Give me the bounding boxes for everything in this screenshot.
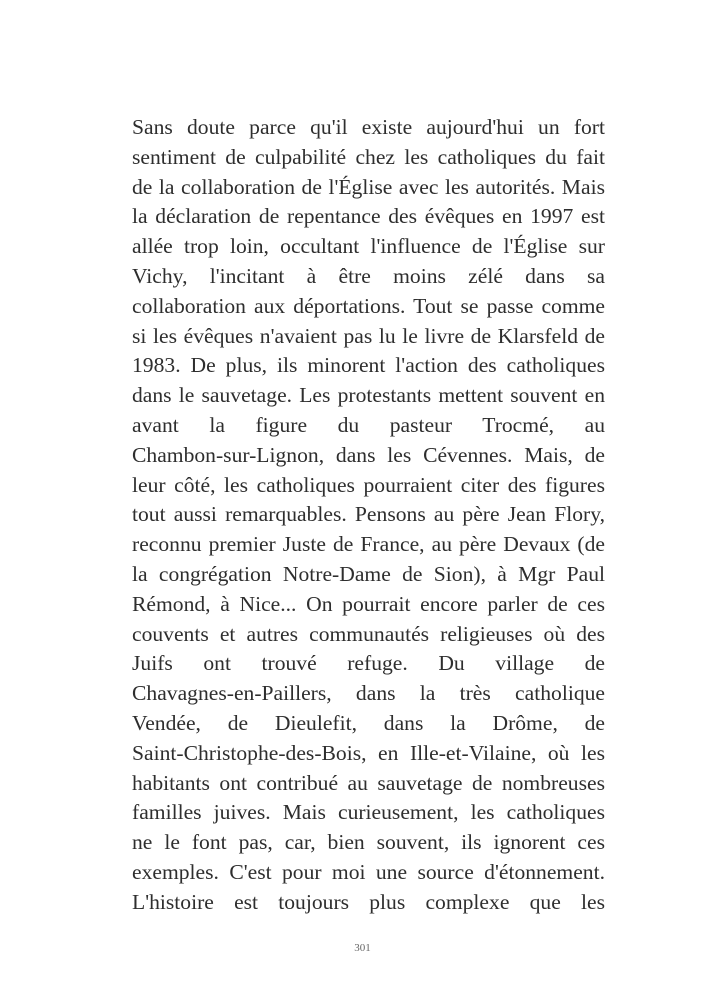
text-line: ne le font pas, car, bien souvent, ils ignorent ces	[132, 830, 605, 855]
text-line: exemples. C'est pour moi une source d'étonnement.	[132, 859, 605, 884]
text-line: allée trop loin, occultant l'influence de l'Église sur	[132, 234, 605, 259]
text-line: reconnu premier Juste de France, au père Devaux (de	[132, 532, 605, 557]
text-line: Rémond, à Nice... On pourrait encore parler de ces	[132, 591, 605, 616]
text-line: Juifs ont trouvé refuge. Du village de	[132, 651, 605, 676]
text-line: familles juives. Mais curieusement, les catholiques	[132, 800, 605, 825]
text-line: couvents et autres communautés religieuses où des	[132, 621, 605, 646]
text-line: Chambon-sur-Lignon, dans les Cévennes. Mais, de	[132, 442, 605, 467]
text-line: si les évêques n'avaient pas lu le livre de Klarsfeld de	[132, 323, 605, 348]
text-line: habitants ont contribué au sauvetage de nombreuses	[132, 770, 605, 795]
text-line: Chavagnes-en-Paillers, dans la très catholique	[132, 681, 605, 706]
text-line: la congrégation Notre-Dame de Sion), à Mgr Paul	[132, 561, 605, 586]
text-line: 1983. De plus, ils minorent l'action des catholiques	[132, 353, 605, 378]
text-line: collaboration aux déportations. Tout se passe comme	[132, 293, 605, 318]
page-number: 301	[354, 942, 371, 954]
body-text	[132, 113, 605, 918]
text-line: L'histoire est toujours plus complexe que les	[132, 889, 605, 914]
text-line: leur côté, les catholiques pourraient citer des figures	[132, 472, 605, 497]
text-line: Saint-Christophe-des-Bois, en Ille-et-Vilaine, où les	[132, 740, 605, 765]
text-line: dans le sauvetage. Les protestants mettent souvent en	[132, 383, 605, 408]
text-line: Sans doute parce qu'il existe aujourd'hui un fort	[132, 115, 605, 139]
text-line: tout aussi remarquables. Pensons au père Jean Flory,	[132, 502, 605, 527]
text-line: Vendée, de Dieulefit, dans la Drôme, de	[132, 710, 605, 735]
text-line: Vichy, l'incitant à être moins zélé dans sa	[132, 263, 605, 288]
text-line: la déclaration de repentance des évêques en 1997 est	[132, 204, 605, 229]
text-line: avant la figure du pasteur Trocmé, au	[132, 412, 605, 437]
text-line: de la collaboration de l'Église avec les autorités. Mais	[132, 174, 605, 199]
text-line: sentiment de culpabilité chez les catholiques du fait	[132, 144, 605, 169]
